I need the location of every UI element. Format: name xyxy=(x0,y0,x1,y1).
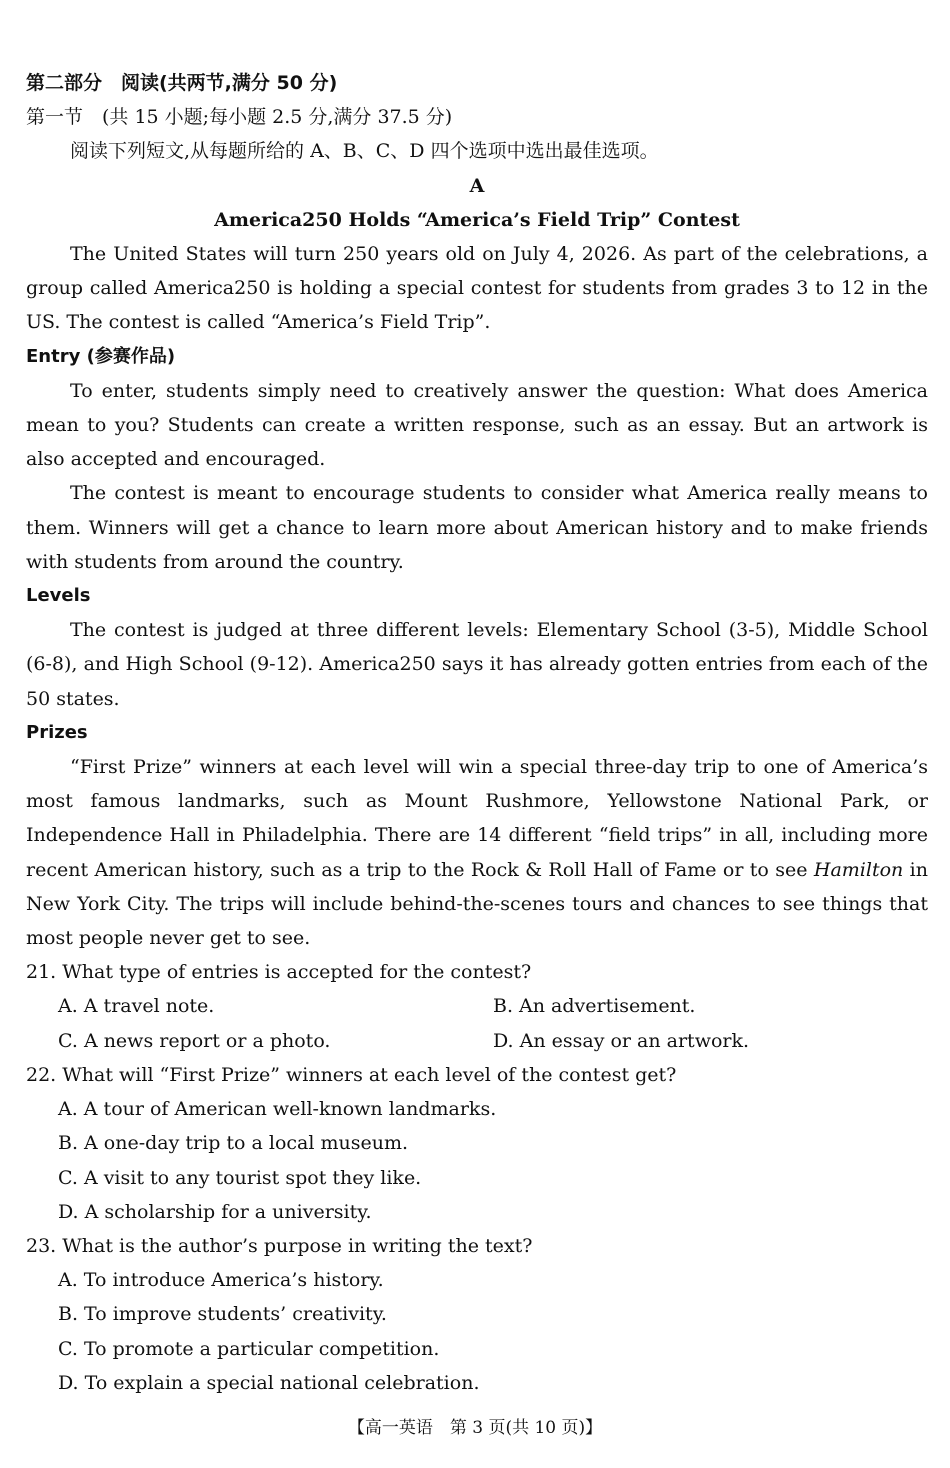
q23-option-b: B. To improve students’ creativity. xyxy=(58,1303,387,1326)
question-21-options xyxy=(26,989,928,1057)
q23-option-d: D. To explain a special national celebration. xyxy=(58,1371,480,1394)
part-title: 第二部分 阅读(共两节,满分 50 分) xyxy=(26,72,338,94)
q21-option-c: C. A news report or a photo. xyxy=(58,1029,331,1052)
levels-heading: Levels xyxy=(26,585,91,607)
passage-letter: A xyxy=(469,174,485,197)
q21-option-b: B. An advertisement. xyxy=(493,995,696,1018)
passage-title: America250 Holds “America’s Field Trip” Contest xyxy=(214,208,740,231)
question-22-stem: 22. What will “First Prize” winners at each level of the contest get? xyxy=(26,1063,677,1086)
q22-option-c: C. A visit to any tourist spot they like. xyxy=(58,1166,422,1189)
prizes-text-after: in New York City. The trips will include behind-the-scenes tours and chances to see things that most people never get to see. xyxy=(26,858,928,950)
question-21-stem: 21. What type of entries is accepted for the contest? xyxy=(26,961,532,984)
page-footer: 【高一英语 第 3 页(共 10 页)】 xyxy=(347,1418,603,1438)
q22-option-b: B. A one-day trip to a local museum. xyxy=(58,1132,409,1155)
option-row xyxy=(58,1024,928,1058)
q22-option-a: A. A tour of American well-known landmarks. xyxy=(58,1098,497,1121)
q21-option-d: D. An essay or an artwork. xyxy=(493,1029,750,1052)
question-22-options xyxy=(26,1092,928,1229)
option-row xyxy=(58,989,928,1023)
prizes-heading: Prizes xyxy=(26,721,88,743)
prizes-paragraph xyxy=(26,750,928,955)
q23-option-c: C. To promote a particular competition. xyxy=(58,1337,440,1360)
prizes-text-before: “First Prize” winners at each level will win a special three-day trip to one of America’s most famous landmarks, such as Mount Rushmore, Yellowstone National Park, or Independence Hall in Philadelphia. There are 14 different “field trips” in all, including more recent American history, such as a trip to the Rock & Roll Hall of Fame or to see xyxy=(26,756,928,881)
intro-paragraph: The United States will turn 250 years old on July 4, 2026. As part of the celebrations, a group called America250 is holding a special contest for students from grades 3 to 12 in the US. The contest is called “America’s Field Trip”. xyxy=(26,243,928,334)
section-title: 第一节 (共 15 小题;每小题 2.5 分,满分 37.5 分) xyxy=(26,106,453,129)
hamilton-title: Hamilton xyxy=(813,858,904,881)
q22-option-d: D. A scholarship for a university. xyxy=(58,1200,372,1223)
instruction: 阅读下列短文,从每题所给的 A、B、C、D 四个选项中选出最佳选项。 xyxy=(70,140,659,163)
entry-paragraph-2: The contest is meant to encourage students to consider what America really means to them. Winners will get a chance to learn more about American history and to make friends with students from around the country. xyxy=(26,482,928,573)
question-23-stem: 23. What is the author’s purpose in writing the text? xyxy=(26,1234,533,1257)
q21-option-a: A. A travel note. xyxy=(58,995,215,1018)
levels-paragraph: The contest is judged at three different levels: Elementary School (3-5), Middle School (6-8), and High School (9-12). America250 says it has already gotten entries from each of the 50 states. xyxy=(26,619,928,710)
entry-paragraph-1: To enter, students simply need to creatively answer the question: What does America mean to you? Students can create a written response, such as an essay. But an artwork is also accepted and encouraged. xyxy=(26,379,928,471)
exam-page xyxy=(26,66,928,1400)
question-23-options xyxy=(26,1263,928,1400)
q23-option-a: A. To introduce America’s history. xyxy=(58,1269,384,1292)
entry-heading: Entry (参赛作品) xyxy=(26,345,176,367)
